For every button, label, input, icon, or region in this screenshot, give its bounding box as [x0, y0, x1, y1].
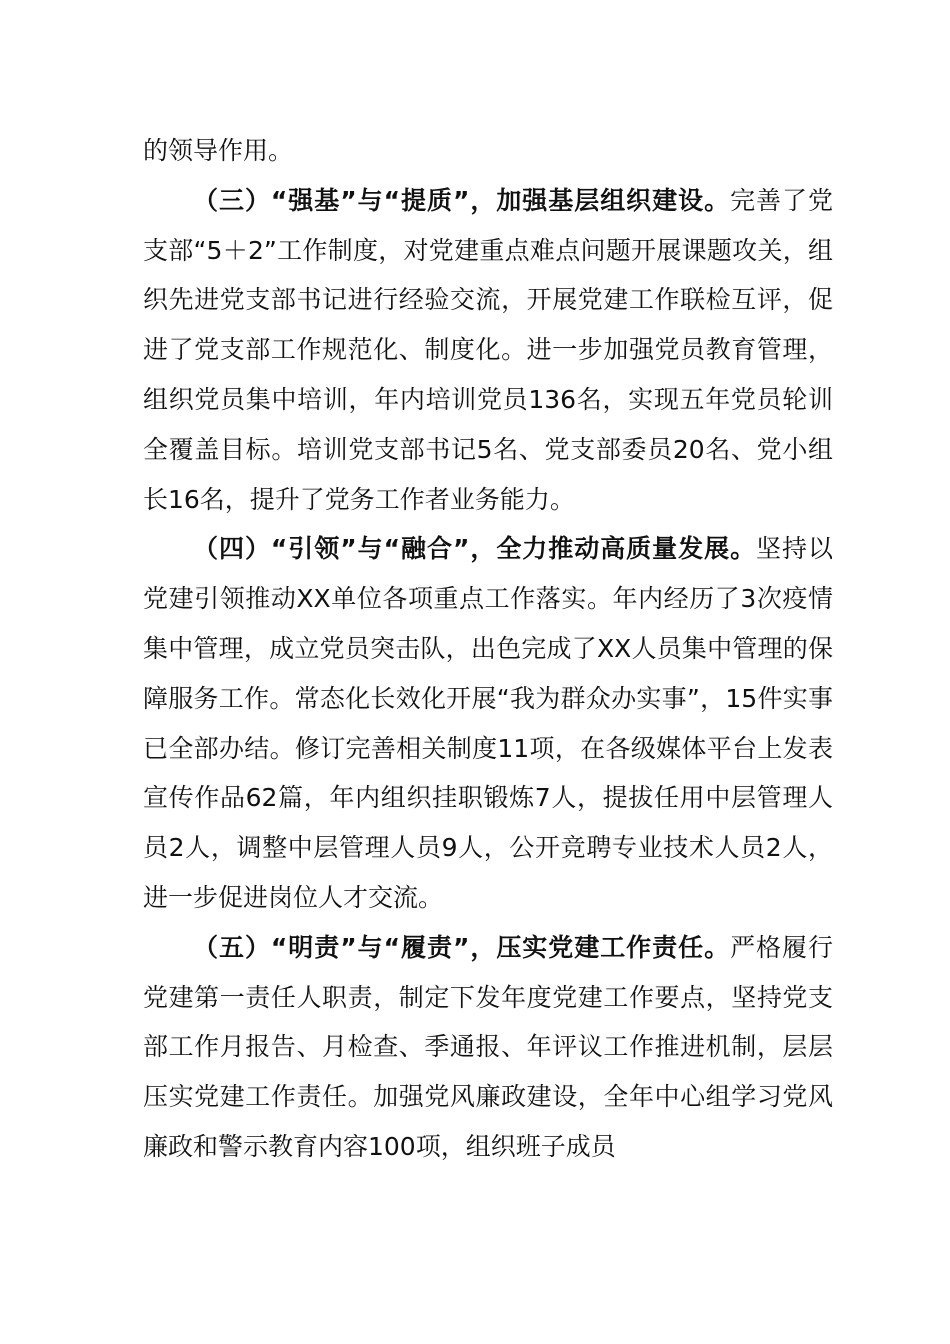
paragraph-section-5 [143, 923, 833, 1172]
section-heading: （三）“强基”与“提质”，加强基层组织建设。 [193, 185, 731, 215]
section-heading: （五）“明责”与“履责”，压实党建工作责任。 [193, 932, 731, 962]
paragraph-continuation [143, 126, 833, 176]
paragraph-body: 严格履行党建第一责任人职责，制定下发年度党建工作要点，坚持党支部工作月报告、月检查、季通报、年评议工作推进机制，层层压实党建工作责任。加强党风廉政建设，全年中心组学习党风廉政和警示教育内容100项，组织班子成员 [143, 932, 833, 1161]
section-heading: （四）“引领”与“融合”，全力推动高质量发展。 [193, 534, 757, 564]
paragraph-body: 的领导作用。 [143, 136, 294, 165]
paragraph-section-4 [143, 524, 833, 922]
paragraph-body: 完善了党支部“5＋2”工作制度，对党建重点难点问题开展课题攻关，组织先进党支部书记进行经验交流，开展党建工作联检互评，促进了党支部工作规范化、制度化。进一步加强党员教育管理，组织党员集中培训，年内培训党员136名，实现五年党员轮训全覆盖目标。培训党支部书记5名、党支部委员20名、党小组长16名，提升了党务工作者业务能力。 [143, 185, 833, 514]
paragraph-section-3 [143, 176, 833, 525]
paragraph-body: 坚持以党建引领推动XX单位各项重点工作落实。年内经历了3次疫情集中管理，成立党员突击队，出色完成了XX人员集中管理的保障服务工作。常态化长效化开展“我为群众办实事”，15件实事已全部办结。修订完善相关制度11项，在各级媒体平台上发表宣传作品62篇，年内组织挂职锻炼7人，提拔任用中层管理人员2人，调整中层管理人员9人，公开竞聘专业技术人员2人，进一步促进岗位人才交流。 [143, 534, 833, 912]
document-page [143, 126, 833, 1172]
